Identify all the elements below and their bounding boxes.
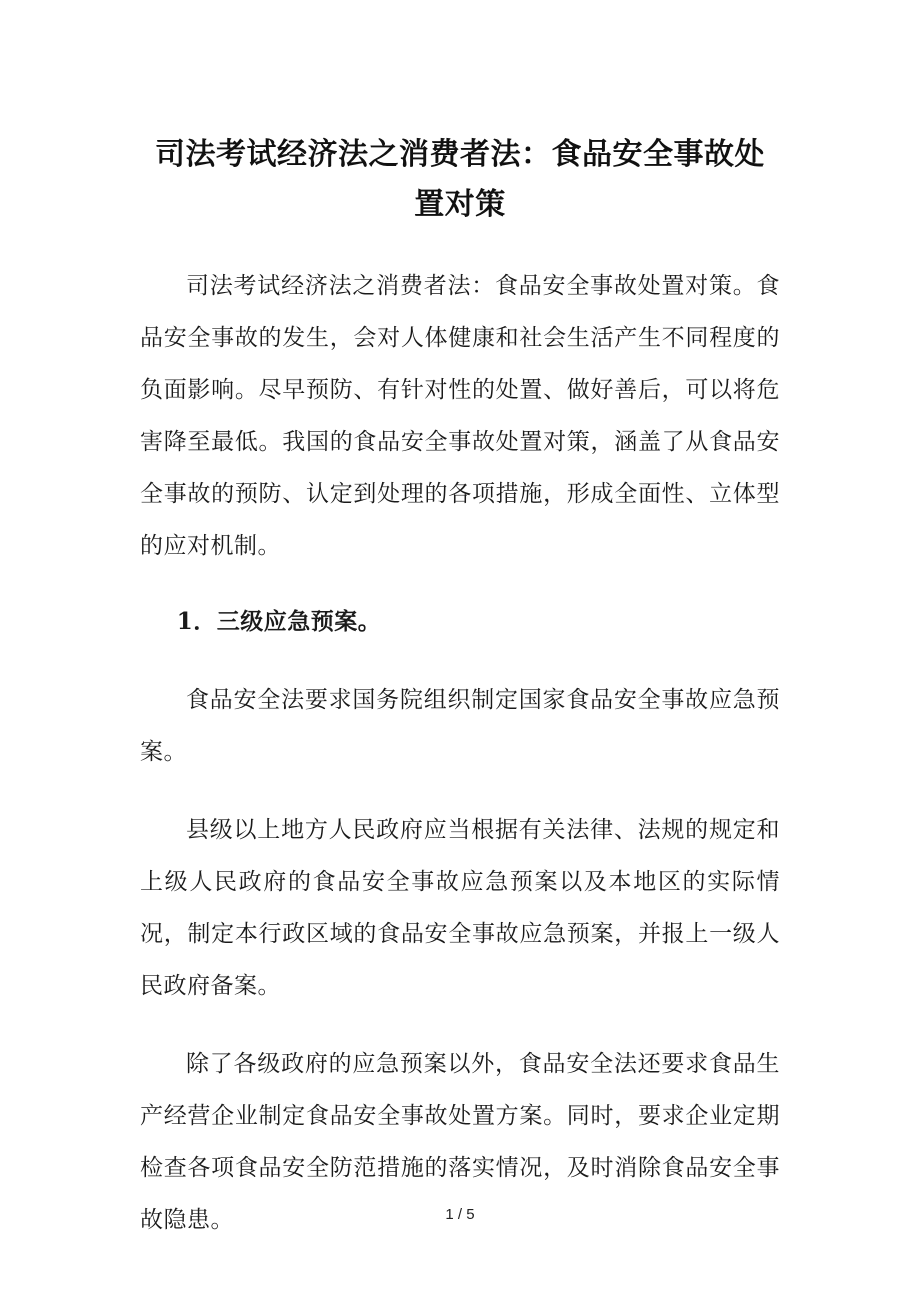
document-body bbox=[140, 130, 780, 1246]
section-heading: 1．三级应急预案。 bbox=[176, 608, 382, 635]
document-title: 司法考试经济法之消费者法：食品安全事故处置对策 bbox=[155, 137, 765, 222]
body-paragraph: 除了各级政府的应急预案以外，食品安全法还要求食品生产经营企业制定食品安全事故处置方案。同时，要求企业定期检查各项食品安全防范措施的落实情况，及时消除食品安全事故隐患。 bbox=[140, 1051, 780, 1233]
intro-paragraph: 司法考试经济法之消费者法：食品安全事故处置对策。食品安全事故的发生，会对人体健康和社会生活产生不同程度的负面影响。尽早预防、有针对性的处置、做好善后，可以将危害降至最低。我国的食品安全事故处置对策，涵盖了从食品安全事故的预防、认定到处理的各项措施，形成全面性、立体型的应对机制。 bbox=[140, 273, 780, 559]
body-paragraph: 食品安全法要求国务院组织制定国家食品安全事故应急预案。 bbox=[140, 687, 780, 765]
page-number: 1 / 5 bbox=[445, 1206, 475, 1223]
body-paragraph: 县级以上地方人民政府应当根据有关法律、法规的规定和上级人民政府的食品安全事故应急预案以及本地区的实际情况，制定本行政区域的食品安全事故应急预案，并报上一级人民政府备案。 bbox=[140, 817, 780, 999]
